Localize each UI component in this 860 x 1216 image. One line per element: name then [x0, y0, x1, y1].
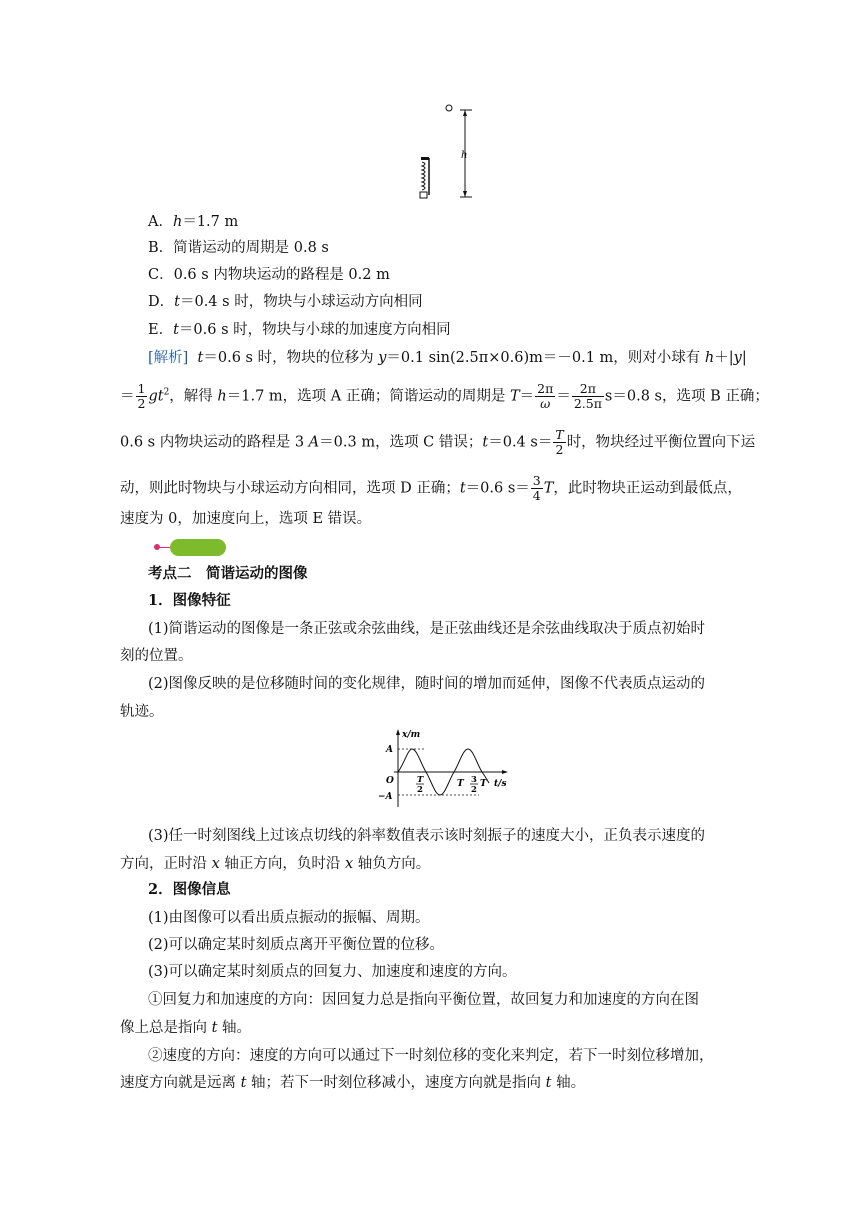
amp-neg-label: −A [378, 792, 393, 802]
svg-text:2: 2 [471, 785, 477, 795]
info-2: (2)可以确定某时刻质点离开平衡位置的位移。 [148, 937, 445, 953]
ball-icon [446, 105, 452, 111]
spring-ball-figure [410, 100, 490, 205]
height-label: h [461, 150, 468, 161]
section-marker-pill [170, 539, 226, 556]
y-axis-label: x/m [402, 730, 421, 740]
tick-t-label: T [457, 779, 464, 789]
heading-image-info: 2．图像信息 [148, 881, 231, 898]
shm-graph [365, 727, 515, 815]
analysis-line-4: 动，则此时物块与小球运动方向相同，选项 D 正确；t＝0.6 s＝ $\frac{3}{4}$ T，此时物块正运动到最低点， [120, 473, 742, 503]
info-1: (1)由图像可以看出质点振动的振幅、周期。 [148, 910, 430, 926]
option-c: C．0.6 s 内物块运动的路程是 0.2 m [148, 267, 390, 283]
analysis-line-2: ＝ $\frac{1}{2}$ $gt^2$，解得 h＝1.7 m，选项 A 正确；简谐运动的周期是 T＝ $\frac{2\pi}{\omega}$ ＝ $\frac{2\pi}{2.5\pi}$ s＝0.8 s，选项 B 正确； [120, 381, 769, 411]
section-title: 考点二 简谐运动的图像 [148, 565, 308, 582]
analysis-line-3: 0.6 s 内物块运动的路程是 3 A＝0.3 m，选项 C 错误；t＝0.4 s＝ $\frac{T}{2}$ 时，物块经过平衡位置向下运 [120, 427, 756, 457]
x-axis-label: t/s [494, 779, 507, 789]
spring-icon [420, 157, 429, 198]
option-b: B．简谐运动的周期是 0.8 s [148, 240, 329, 256]
info-r2a: ②速度的方向：速度的方向可以通过下一时刻位移的变化来判定，若下一时刻位移增加， [148, 1048, 714, 1064]
svg-text:3: 3 [471, 775, 477, 785]
info-3: (3)可以确定某时刻质点的回复力、加速度和速度的方向。 [148, 964, 517, 980]
paragraph-3a: (3)任一时刻图线上过该点切线的斜率数值表示该时刻振子的速度大小，正负表示速度的 [148, 828, 706, 844]
analysis-line-5: 速度为 0，加速度向上，选项 E 错误。 [120, 511, 372, 527]
amp-pos-label: A [386, 745, 393, 755]
paragraph-2b: 轨迹。 [120, 704, 164, 720]
paragraph-2a: (2)图像反映的是位移随时间的变化规律，随时间的增加而延伸，图像不代表质点运动的 [148, 676, 706, 692]
heading-image-features: 1．图像特征 [148, 592, 231, 609]
info-r2b: 速度方向就是远离 t 轴；若下一时刻位移减小，速度方向就是指向 t 轴。 [120, 1075, 586, 1091]
option-d: D．t＝0.4 s 时，物块与小球运动方向相同 [148, 294, 423, 310]
paragraph-1b: 刻的位置。 [120, 648, 193, 664]
analysis-line-1: [解析] t＝0.6 s 时，物块的位移为 y＝0.1 sin(2.5π×0.6)m＝－0.1 m，则对小球有 h＋|y| [148, 350, 747, 366]
info-r1b: 像上总是指向 t 轴。 [120, 1020, 252, 1036]
option-e: E．t＝0.6 s 时，物块与小球的加速度方向相同 [148, 322, 451, 338]
section-marker-dot [154, 544, 160, 550]
svg-text:T: T [480, 779, 487, 789]
origin-label: O [386, 776, 394, 786]
svg-text:2: 2 [417, 785, 423, 795]
analysis-tag: [解析] [148, 350, 189, 366]
option-a: A．h＝1.7 m [148, 214, 239, 230]
svg-text:T: T [417, 775, 424, 785]
info-r1a: ①回复力和加速度的方向：因回复力总是指向平衡位置，故回复力和加速度的方向在图 [148, 992, 699, 1008]
paragraph-3b: 方向，正时沿 x 轴正方向，负时沿 x 轴负方向。 [120, 856, 431, 872]
paragraph-1a: (1)简谐运动的图像是一条正弦或余弦曲线，是正弦曲线还是余弦曲线取决于质点初始时 [148, 621, 706, 637]
